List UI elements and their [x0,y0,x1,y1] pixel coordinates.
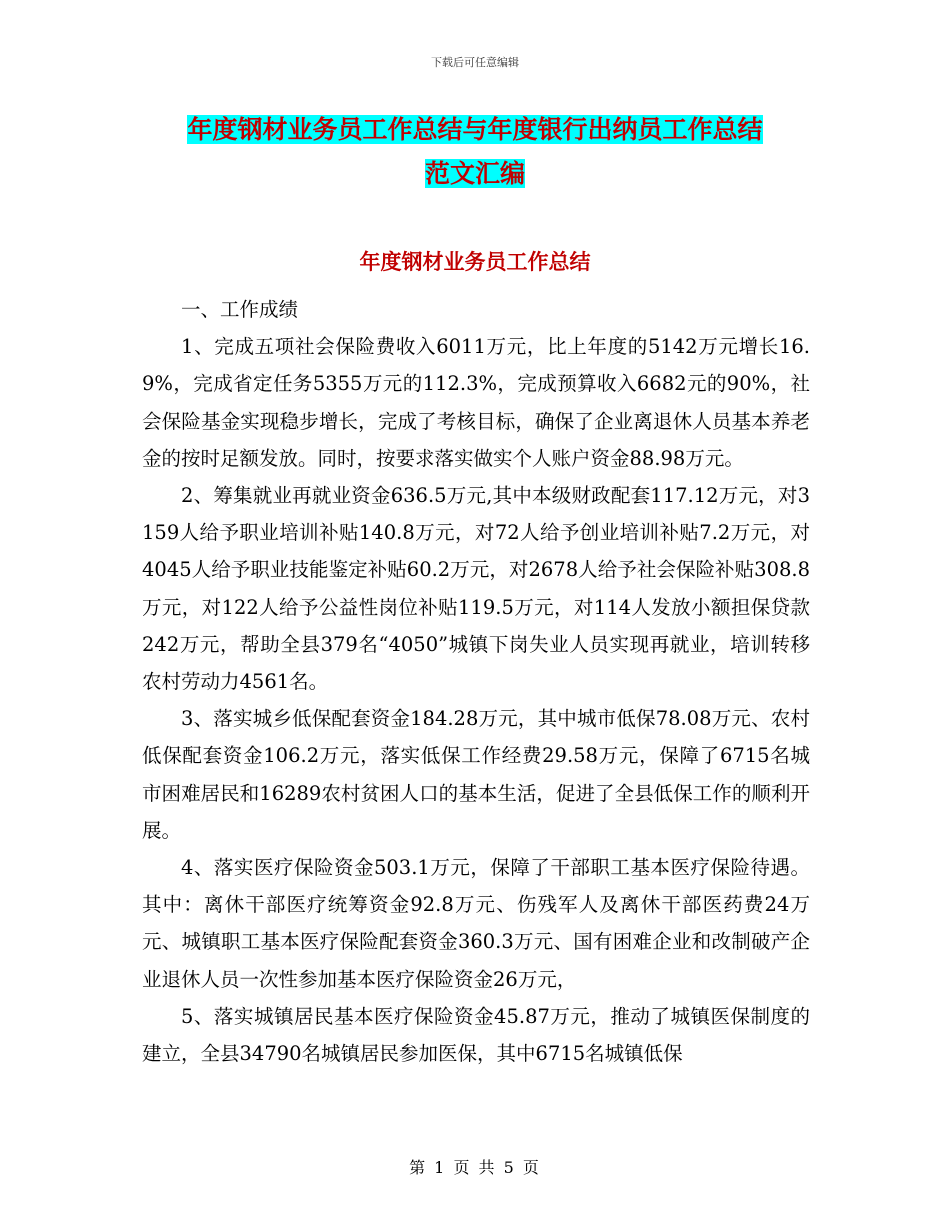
heading-work-results: 一、工作成绩 [181,298,299,321]
page-footer: 第 1 页 共 5 页 [409,1158,541,1177]
paragraph-2: 2、筹集就业再就业资金636.5万元,其中本级财政配套117.12万元，对3159人给予职业培训补贴140.8万元，对72人给予创业培训补贴7.2万元，对4045人给予职业技能鉴定补贴60.2万元，对2678人给予社会保险补贴308.8万元，对122人给予公益性岗位补贴119.5万元，对114人发放小额担保贷款242万元，帮助全县379名“4050”城镇下岗失业人员实现再就业，培训转移农村劳动力4561名。 [142,484,810,694]
header-note: 下载后可任意编辑 [431,56,519,69]
paragraph-4: 4、落实医疗保险资金503.1万元，保障了干部职工基本医疗保险待遇。其中：离休干部医疗统筹资金92.8万元、伤残军人及离休干部医药费24万元、城镇职工基本医疗保险配套资金360.3万元、国有困难企业和改制破产企业退休人员一次性参加基本医疗保险资金26万元， [142,856,810,991]
paragraph-3: 3、落实城乡低保配套资金184.28万元，其中城市低保78.08万元、农村低保配套资金106.2万元，落实低保工作经费29.58万元，保障了6715名城市困难居民和16289农村贫困人口的基本生活，促进了全县低保工作的顺利开展。 [142,707,810,842]
document-title [140,108,810,196]
paragraph-1: 1、完成五项社会保险费收入6011万元，比上年度的5142万元增长16.9%，完成省定任务5355万元的112.3%，完成预算收入6682元的90%，社会保险基金实现稳步增长，完成了考核目标，确保了企业离退休人员基本养老金的按时足额发放。同时，按要求落实做实个人账户资金88.98万元。 [142,335,810,470]
section-title: 年度钢材业务员工作总结 [359,250,591,274]
title-line-2: 范文汇编 [424,159,525,188]
document-body [142,291,810,1072]
title-line-1: 年度钢材业务员工作总结与年度银行出纳员工作总结 [187,115,763,144]
paragraph-5: 5、落实城镇居民基本医疗保险资金45.87万元，推动了城镇医保制度的建立，全县34790名城镇居民参加医保，其中6715名城镇低保 [142,1004,810,1066]
